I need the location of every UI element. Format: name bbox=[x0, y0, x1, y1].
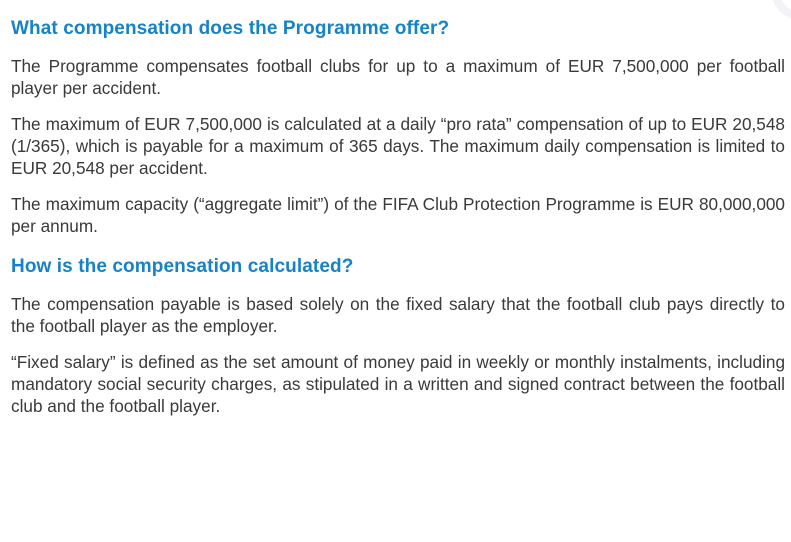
document-content bbox=[11, 16, 785, 417]
paragraph: The maximum of EUR 7,500,000 is calculated at a daily “pro rata” compensation of up to EUR 20,548 (1/365), which is payable for a maximum of 365 days. The maximum daily compensation is limited to EUR 20,548 per accident. bbox=[11, 114, 785, 178]
paragraph: The maximum capacity (“aggregate limit”) of the FIFA Club Protection Programme is EUR 80,000,000 per annum. bbox=[11, 194, 785, 236]
section-heading: How is the compensation calculated? bbox=[11, 256, 354, 277]
section-heading: What compensation does the Programme offer? bbox=[11, 18, 450, 39]
paragraph: “Fixed salary” is defined as the set amount of money paid in weekly or monthly instalments, including mandatory social security charges, as stipulated in a written and signed contract between the football club and the football player. bbox=[11, 352, 785, 416]
paragraph: The Programme compensates football clubs for up to a maximum of EUR 7,500,000 per football player per accident. bbox=[11, 56, 785, 98]
section-compensation-offer bbox=[11, 16, 785, 237]
paragraph: The compensation payable is based solely on the fixed salary that the football club pays directly to the football player as the employer. bbox=[11, 294, 785, 336]
section-compensation-calculation bbox=[11, 254, 785, 417]
